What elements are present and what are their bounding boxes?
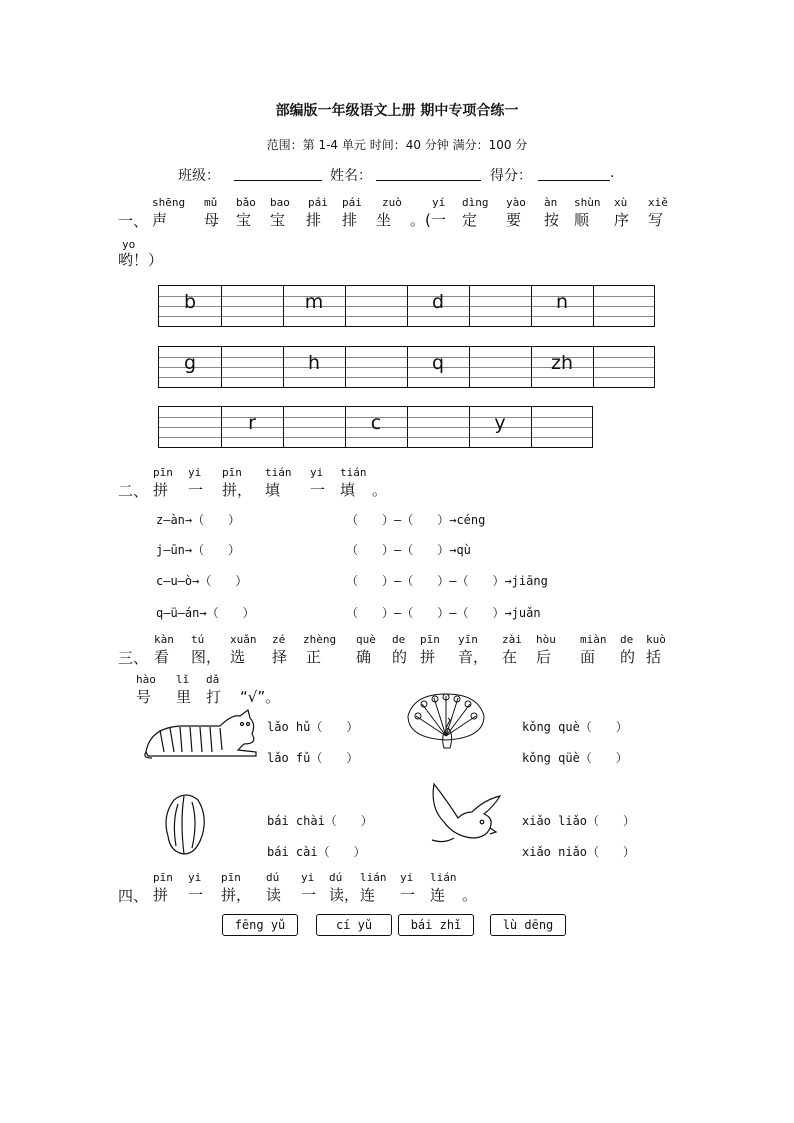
bird-icon: [424, 778, 504, 858]
grid-cell: r: [248, 412, 256, 434]
q4-pinyin: lián: [430, 871, 457, 884]
q3-cont-pinyin: lǐ: [176, 673, 190, 686]
q4-char: 读: [266, 886, 282, 904]
q3-pinyin: hòu: [536, 633, 556, 646]
q2-pinyin: yi: [310, 466, 324, 479]
q3-pinyin: què: [356, 633, 376, 646]
q2-right-1[interactable]: （ ）—（ ）→céng: [346, 513, 486, 527]
q2-char: 拼，: [222, 481, 253, 499]
tiger-icon: [140, 700, 260, 762]
grid-cell-divider: [407, 407, 408, 447]
q1-char: 宝: [236, 211, 252, 229]
q2-right-4[interactable]: （ ）—（ ）—（ ）→juǎn: [346, 606, 541, 620]
q3-char: 择: [272, 648, 288, 666]
grid-cell-divider: [593, 347, 594, 387]
q3-pinyin: de: [392, 633, 406, 646]
grid-cell: n: [555, 291, 569, 313]
q1-pinyin: xiě: [648, 196, 668, 209]
q3-cont-char: 号: [136, 688, 152, 706]
q1-char: 序: [614, 211, 630, 229]
q4-char: 连: [430, 886, 446, 904]
q2-pinyin: yi: [188, 466, 202, 479]
grid-cell: zh: [550, 352, 573, 374]
option-bai-cai[interactable]: bái cài（ ）: [267, 845, 366, 859]
score-label: 得分：: [490, 168, 532, 184]
q2-char: 一: [188, 481, 204, 499]
peacock-icon: [404, 690, 488, 752]
q1-cont-pinyin: yo: [122, 238, 136, 251]
q3-pinyin: yīn: [458, 633, 478, 646]
q4-char: 一: [400, 886, 416, 904]
q1-char: 定: [462, 211, 478, 229]
grid-cell-divider: [593, 286, 594, 326]
q1-pinyin: mǔ: [204, 196, 218, 209]
q1-pinyin: xù: [614, 196, 628, 209]
q4-pinyin: dú: [329, 871, 343, 884]
q2-char: 填: [265, 481, 281, 499]
q1-char: 。(一: [410, 211, 446, 229]
q1-pinyin: bǎo: [236, 196, 256, 209]
q3-char: 括: [646, 648, 662, 666]
q3-pinyin: zài: [502, 633, 522, 646]
q4-number: 四、: [118, 887, 149, 905]
q3-char: 面: [580, 648, 596, 666]
class-label: 班级：: [178, 168, 220, 184]
grid-cell-divider: [221, 286, 222, 326]
q2-left-2[interactable]: j—ūn→（ ）: [156, 543, 241, 557]
q3-cont-char: 里: [176, 688, 192, 706]
q2-pinyin: pīn: [153, 466, 173, 479]
q1-pinyin: zuò: [382, 196, 402, 209]
option-kong-que-2[interactable]: kǒng qüè（ ）: [522, 751, 628, 765]
grid-cell-divider: [221, 347, 222, 387]
word-box-feng-yu[interactable]: fēng yǔ: [222, 914, 298, 936]
grid-cell-divider: [469, 286, 470, 326]
grid-cell-divider: [283, 407, 284, 447]
q3-char: 确: [356, 648, 372, 666]
grid-cell: c: [370, 412, 382, 434]
q1-cont-text: 哟！）: [118, 251, 164, 269]
q4-pinyin: dú: [266, 871, 280, 884]
q3-cont-text: “√”。: [240, 688, 281, 706]
q2-left-4[interactable]: q—ü—án→（ ）: [156, 606, 255, 620]
q3-pinyin: kuò: [646, 633, 666, 646]
q1-char: 排: [342, 211, 358, 229]
q1-pinyin: dìng: [462, 196, 489, 209]
q2-left-1[interactable]: z—àn→（ ）: [156, 513, 241, 527]
q3-char: 在: [502, 648, 518, 666]
q1-pinyin: pái: [308, 196, 328, 209]
q3-pinyin: de: [620, 633, 634, 646]
q3-pinyin: kàn: [154, 633, 174, 646]
option-bai-chai[interactable]: bái chài（ ）: [267, 814, 373, 828]
q2-pinyin: pīn: [222, 466, 242, 479]
q3-pinyin: zhèng: [303, 633, 337, 646]
grid-cell-divider: [345, 286, 346, 326]
q4-pinyin: yi: [188, 871, 202, 884]
class-field[interactable]: [234, 165, 322, 181]
pinyin-grid-row-2: [158, 346, 655, 388]
q4-pinyin: yi: [400, 871, 414, 884]
q3-pinyin: pīn: [420, 633, 440, 646]
q4-char: 拼，: [221, 886, 252, 904]
q1-pinyin: bao: [270, 196, 290, 209]
q3-char: 图，: [191, 648, 222, 666]
q3-number: 三、: [118, 649, 149, 667]
grid-cell-divider: [469, 347, 470, 387]
q2-char: 拼: [153, 481, 169, 499]
option-xiao-liao[interactable]: xiǎo liǎo（ ）: [522, 814, 636, 828]
q3-cont-char: 打: [206, 688, 222, 706]
q3-pinyin: zé: [272, 633, 286, 646]
q2-right-3[interactable]: （ ）—（ ）—（ ）→jiāng: [346, 574, 548, 588]
q1-pinyin: yào: [506, 196, 526, 209]
q4-char: 一: [188, 886, 204, 904]
q1-pinyin: shēng: [152, 196, 186, 209]
grid-cell: m: [304, 291, 324, 313]
q3-char: 音，: [458, 648, 489, 666]
name-label: 姓名：: [330, 168, 372, 184]
q2-char: 填: [340, 481, 356, 499]
q2-char: 一: [310, 481, 326, 499]
q1-char: 要: [506, 211, 522, 229]
option-xiao-niao[interactable]: xiǎo niǎo（ ）: [522, 845, 636, 859]
q3-pinyin: tú: [191, 633, 205, 646]
q3-char: 拼: [420, 648, 436, 666]
q1-char: 按: [544, 211, 560, 229]
q1-number: 一、: [118, 212, 149, 230]
cabbage-icon: [160, 792, 212, 858]
q2-pinyin: tián: [340, 466, 367, 479]
grid-guide-line: [159, 437, 592, 438]
q3-pinyin: xuǎn: [230, 633, 257, 646]
pinyin-grid-row-3: [158, 406, 593, 448]
q4-pinyin: lián: [360, 871, 387, 884]
word-box-bai-zhi[interactable]: bái zhǐ: [398, 914, 474, 936]
q1-char: 宝: [270, 211, 286, 229]
score-field[interactable]: .: [538, 165, 614, 181]
q3-cont-pinyin: hào: [136, 673, 156, 686]
grid-cell-divider: [531, 407, 532, 447]
option-kong-que[interactable]: kǒng què（ ）: [522, 720, 628, 734]
q1-char: 写: [648, 211, 664, 229]
option-lao-hu[interactable]: lǎo hǔ（ ）: [267, 720, 359, 734]
q1-pinyin: yí: [432, 196, 446, 209]
q3-char: 的: [392, 648, 408, 666]
q3-char: 正: [306, 648, 322, 666]
pinyin-grid-row-1: [158, 285, 655, 327]
q1-pinyin: pái: [342, 196, 362, 209]
q2-right-2[interactable]: （ ）—（ ）→qù: [346, 543, 471, 557]
word-box-lu-deng[interactable]: lù dēng: [490, 914, 566, 936]
grid-cell: y: [494, 412, 506, 434]
q1-char: 排: [306, 211, 322, 229]
q2-char: 。: [372, 481, 388, 499]
q4-char: 一: [301, 886, 317, 904]
q1-char: 顺: [574, 211, 590, 229]
grid-cell-divider: [345, 347, 346, 387]
word-box-ci-yu[interactable]: cí yǔ: [316, 914, 392, 936]
grid-cell: b: [183, 291, 197, 313]
grid-cell: h: [307, 352, 321, 374]
q4-char: 读，: [329, 886, 360, 904]
q3-pinyin: miàn: [580, 633, 607, 646]
q1-pinyin: shùn: [574, 196, 601, 209]
q2-number: 二、: [118, 482, 149, 500]
q2-left-3[interactable]: c—u—ò→（ ）: [156, 574, 248, 588]
q2-pinyin: tián: [265, 466, 292, 479]
exam-scope: 范围：第 1-4 单元 时间：40 分钟 满分：100 分: [266, 138, 528, 152]
q1-char: 声: [152, 211, 168, 229]
q3-cont-pinyin: dǎ: [206, 673, 220, 686]
q1-pinyin: àn: [544, 196, 558, 209]
q4-char: 连: [360, 886, 376, 904]
q4-pinyin: pīn: [221, 871, 241, 884]
grid-cell: g: [183, 352, 197, 374]
q1-char: 坐: [376, 211, 392, 229]
name-field[interactable]: [376, 165, 481, 181]
q4-char: 。: [462, 886, 478, 904]
q3-char: 看: [154, 648, 170, 666]
q3-char: 的: [620, 648, 636, 666]
grid-cell: q: [431, 352, 445, 374]
q3-char: 选: [230, 648, 246, 666]
q3-char: 后: [536, 648, 552, 666]
grid-cell: d: [431, 291, 445, 313]
option-lao-fu[interactable]: lǎo fǔ（ ）: [267, 751, 359, 765]
page-title: 部编版一年级语文上册 期中专项合练一: [275, 103, 519, 119]
q4-char: 拼: [153, 886, 169, 904]
q1-char: 母: [204, 211, 220, 229]
q4-pinyin: yi: [301, 871, 315, 884]
q4-pinyin: pīn: [153, 871, 173, 884]
